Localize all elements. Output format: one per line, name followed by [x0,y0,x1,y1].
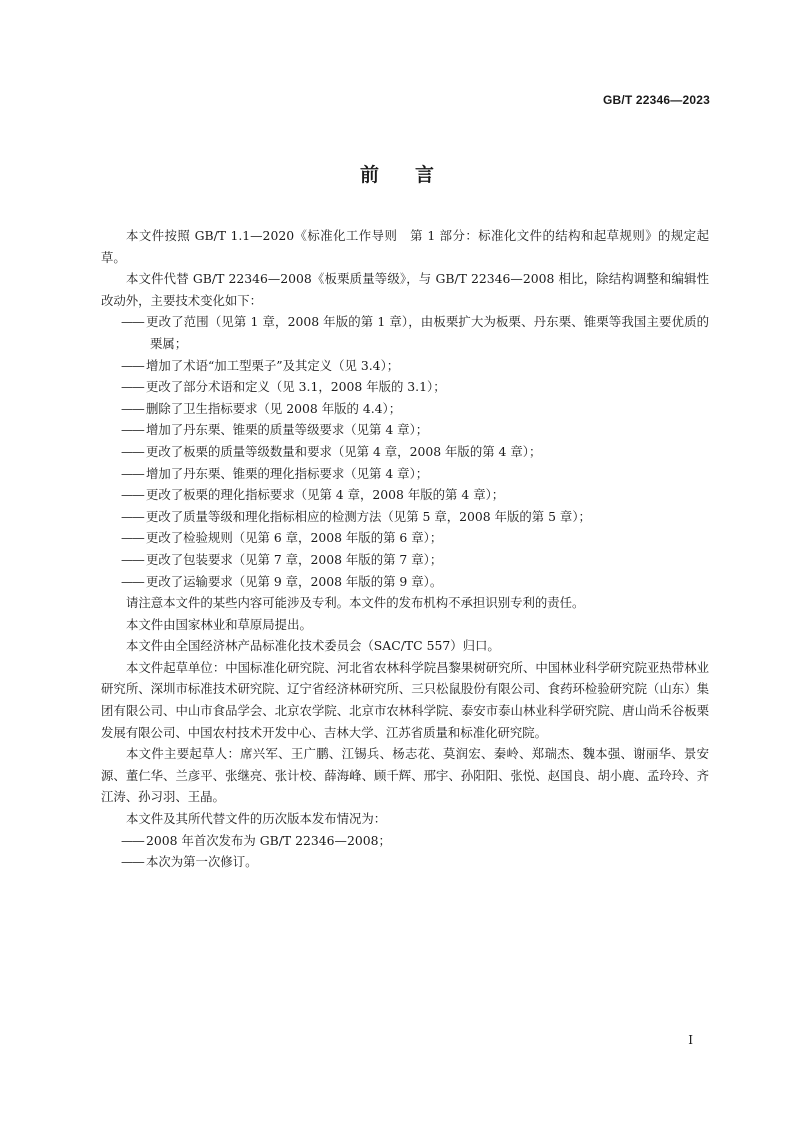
paragraph: 本文件由全国经济林产品标准化技术委员会（SAC/TC 557）归口。 [126,638,500,654]
dash-mark: —— [121,832,144,848]
dash-mark: —— [121,551,144,567]
change-item: —— 更改了板栗的质量等级数量和要求（见第 4 章，2008 年版的第 4 章）； [101,441,709,463]
dash-mark: —— [121,573,144,589]
dash-mark: —— [121,508,144,524]
paragraph: 本文件代替 GB/T 22346—2008《板栗质量等级》，与 GB/T 22346—2008 相比，除结构调整和编辑性改动外，主要技术变化如下： [101,271,709,308]
paragraph: 本文件由国家林业和草原局提出。 [126,616,312,632]
dash-mark: —— [121,357,144,373]
change-item: —— 更改了部分术语和定义（见 3.1，2008 年版的 3.1）； [101,376,709,398]
change-item: —— 更改了质量等级和理化指标相应的检测方法（见第 5 章，2008 年版的第 5 章）； [101,506,709,528]
dash-mark: —— [121,854,144,870]
title-char-2: 言 [415,164,435,186]
paragraph: 本文件主要起草人：席兴军、王广鹏、江锡兵、杨志花、莫润宏、秦岭、郑瑞杰、魏本强、谢丽华、景安源、董仁华、兰彦平、张继亮、张计校、薛海峰、顾千辉、邢宇、孙阳阳、张悦、赵国良、胡小鹿、孟玲玲、齐江涛、孙习羽、王晶。 [101,746,709,805]
change-item: —— 更改了范围（见第 1 章，2008 年版的第 1 章），由板栗扩大为板栗、丹东栗、锥栗等我国主要优质的栗属； [101,311,709,354]
change-item: —— 更改了运输要求（见第 9 章，2008 年版的第 9 章）。 [101,571,709,593]
change-item: —— 更改了板栗的理化指标要求（见第 4 章，2008 年版的第 4 章）； [101,484,709,506]
change-item: —— 增加了术语“加工型栗子”及其定义（见 3.4）； [101,355,709,377]
change-item: —— 删除了卫生指标要求（见 2008 年版的 4.4）； [101,398,709,420]
dash-mark: —— [121,465,144,481]
paragraph: 本文件按照 GB/T 1.1—2020《标准化工作导则 第 1 部分：标准化文件的结构和起草规则》的规定起草。 [101,228,709,265]
dash-mark: —— [121,443,144,459]
document-id: GB/T 22346—2023 [602,93,710,107]
dash-mark: —— [121,379,144,395]
paragraph: 本文件及其所代替文件的历次版本发布情况为： [126,811,387,827]
paragraph: 本文件起草单位：中国标准化研究院、河北省农林科学院昌黎果树研究所、中国林业科学研究院亚热带林业研究所、深圳市标准技术研究院、辽宁省经济林研究所、三只松鼠股份有限公司、食药环检验研究院（山东）集团有限公司、中山市食品学会、北京农学院、北京市农林科学院、泰安市泰山林业科学研究院、唐山尚禾谷板栗发展有限公司、中国农村技术开发中心、吉林大学、江苏省质量和标准化研究院。 [101,659,709,740]
change-item: —— 增加了丹东栗、锥栗的理化指标要求（见第 4 章）； [101,463,709,485]
change-item: —— 更改了检验规则（见第 6 章，2008 年版的第 6 章）； [101,527,709,549]
page-title [0,160,794,187]
dash-mark: —— [121,487,144,503]
dash-mark: —— [121,314,144,330]
change-item: —— 更改了包装要求（见第 7 章，2008 年版的第 7 章）； [101,549,709,571]
title-char-1: 前 [359,164,379,186]
change-item: —— 增加了丹东栗、锥栗的质量等级要求（见第 4 章）； [101,419,709,441]
history-item: —— 2008 年首次发布为 GB/T 22346—2008； [101,830,709,852]
page-number: I [688,1033,693,1047]
history-item: —— 本次为第一次修订。 [101,851,709,873]
paragraph: 请注意本文件的某些内容可能涉及专利。本文件的发布机构不承担识别专利的责任。 [126,595,585,611]
dash-mark: —— [121,530,144,546]
dash-mark: —— [121,422,144,438]
dash-mark: —— [121,400,144,416]
foreword-body [101,225,709,873]
